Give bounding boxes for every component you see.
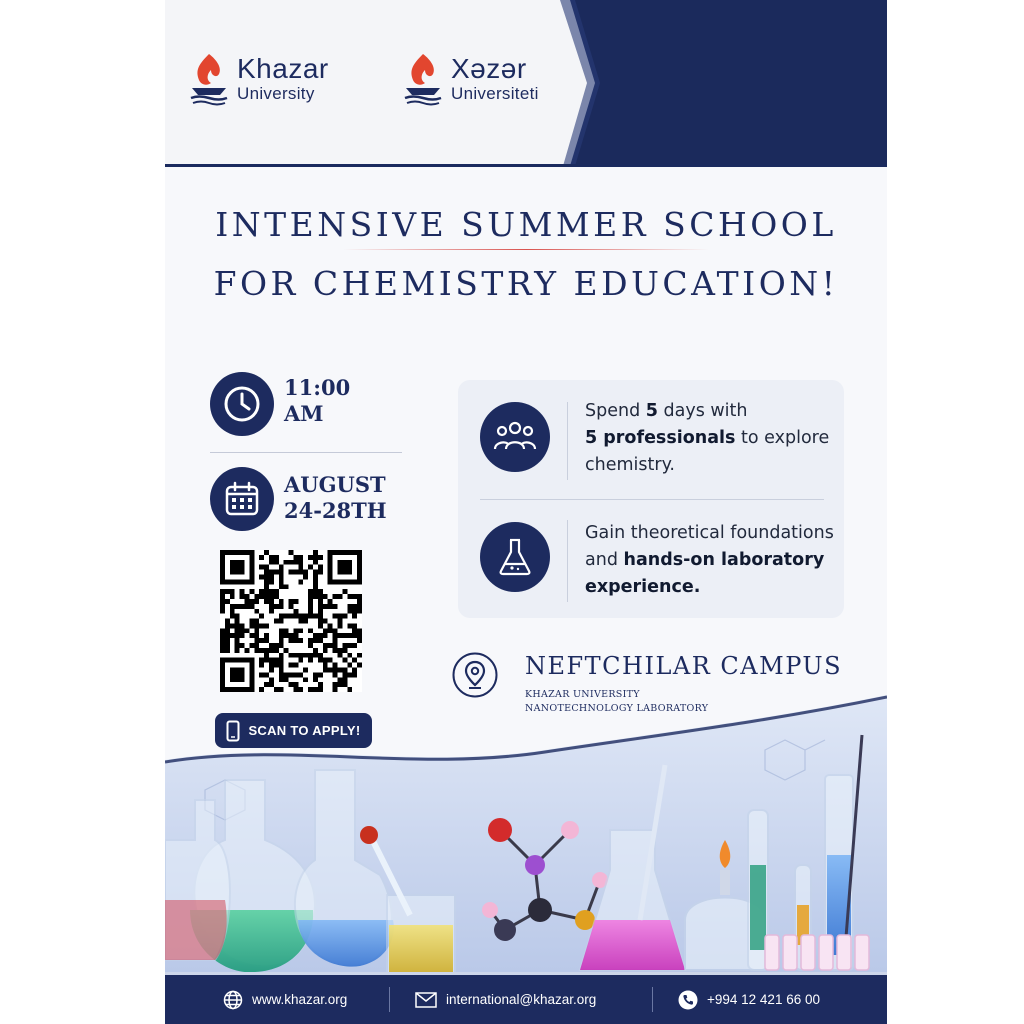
calendar-icon <box>210 467 274 531</box>
time-line-1: 11:00 <box>284 375 351 400</box>
footer-separator <box>652 987 653 1012</box>
logo-name-en: Khazar <box>237 52 329 84</box>
globe-icon <box>223 990 243 1010</box>
info-card <box>458 380 844 618</box>
info-divider <box>210 452 402 453</box>
laboratory-glassware-image <box>165 690 887 980</box>
date-line-1: AUGUST <box>284 472 386 497</box>
flame-ship-icon <box>403 50 443 106</box>
footer-website[interactable] <box>223 975 347 1024</box>
card-horizontal-divider <box>480 499 824 500</box>
location-title: NEFTCHILAR CAMPUS <box>525 652 843 680</box>
logo-name-az: Xəzər <box>451 52 527 84</box>
phone-icon <box>678 990 698 1010</box>
time-text <box>284 375 350 427</box>
location-sub-2: NANOTECHNOLOGY LABORATORY <box>525 703 709 714</box>
time-line-2: AM <box>284 401 324 426</box>
card-item-1-text: Spend 5 days with 5 professionals to explore chemistry. <box>585 401 830 475</box>
scan-button-label: SCAN TO APPLY! <box>248 723 361 738</box>
page-title-line-1: INTENSIVE SUMMER SCHOOL <box>215 205 837 244</box>
logo-sub-az: Universiteti <box>451 83 539 103</box>
date-line-2: 24-28TH <box>284 498 387 523</box>
header-divider-line <box>165 164 887 167</box>
footer <box>165 975 887 1024</box>
email-link[interactable]: international@khazar.org <box>446 992 597 1007</box>
card-item-2-text: Gain theoretical foundations and hands-on laboratory experience. <box>585 523 834 597</box>
logo-sub-en: University <box>237 83 315 103</box>
card-vertical-divider <box>567 402 568 480</box>
flame-ship-icon <box>189 50 229 106</box>
phone-number[interactable]: +994 12 421 66 00 <box>707 992 820 1007</box>
qr-code[interactable] <box>220 550 362 692</box>
location-sub-1: KHAZAR UNIVERSITY <box>525 689 640 700</box>
envelope-icon <box>415 992 437 1008</box>
people-group-icon <box>480 402 550 472</box>
flask-icon <box>480 522 550 592</box>
footer-email[interactable] <box>415 975 596 1024</box>
xezer-universiteti-logo[interactable] <box>403 50 539 106</box>
footer-phone[interactable] <box>678 975 820 1024</box>
date-text <box>284 472 387 524</box>
khazar-university-logo[interactable] <box>189 50 329 106</box>
page-title-line-2: FOR CHEMISTRY EDUCATION! <box>213 264 839 303</box>
poster <box>165 0 887 1024</box>
footer-separator <box>389 987 390 1012</box>
title-divider <box>343 249 709 250</box>
card-vertical-divider <box>567 520 568 602</box>
website-link[interactable]: www.khazar.org <box>252 992 348 1007</box>
clock-icon <box>210 372 274 436</box>
